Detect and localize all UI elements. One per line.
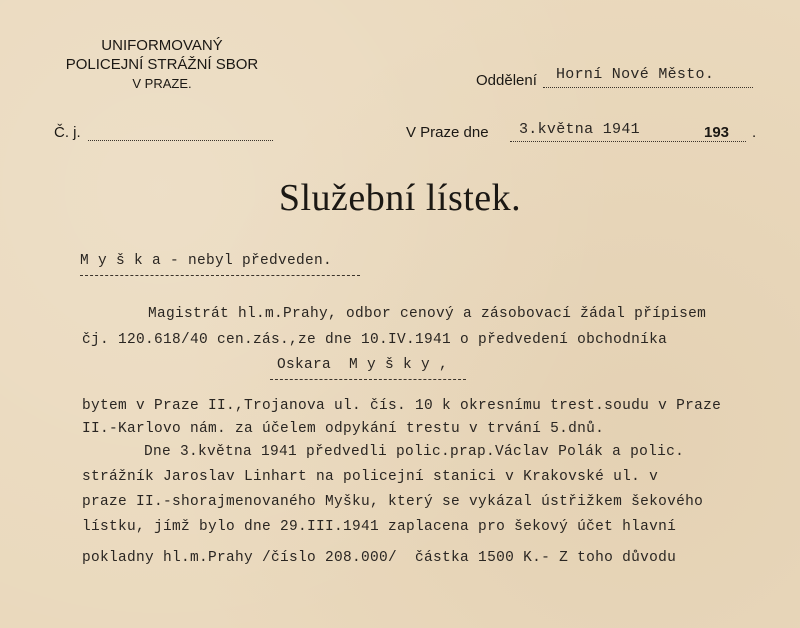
place-date-label: V Praze dne [406, 124, 489, 141]
body-line-8: lístku, jímž bylo dne 29.III.1941 zaplacena pro šekový účet hlavní [82, 519, 677, 535]
body-line-7: praze II.-shorajmenovaného Myšku, který se vykázal ústřižkem šekového [82, 494, 704, 510]
printed-year: 193 [704, 124, 730, 141]
year-end-dot: . [752, 124, 757, 141]
body-line-9: pokladny hl.m.Prahy /číslo 208.000/ částka 1500 K.- Z toho důvodu [82, 550, 677, 566]
name-underline [270, 379, 466, 380]
accused-name: Oskara M y š k y , [277, 357, 449, 373]
body-line-5: Dne 3.května 1941 předvedli polic.prap.Václav Polák a polic. [144, 444, 685, 460]
subject-line: M y š k a - nebyl předveden. [80, 253, 333, 269]
reference-label: Č. j. [54, 124, 81, 141]
department-value: Horní Nové Město. [556, 66, 715, 83]
reference-dotted-line [88, 140, 273, 141]
organisation-header [42, 36, 282, 93]
org-line-1: UNIFORMOVANÝ [101, 37, 223, 54]
body-line-6: strážník Jaroslav Linhart na policejní stanici v Krakovské ul. v [82, 469, 659, 485]
body-line-1: Magistrát hl.m.Prahy, odbor cenový a zásobovací žádal přípisem [148, 306, 707, 322]
body-line-3: bytem v Praze II.,Trojanova ul. čís. 10 k okresnímu trest.soudu v Praze [82, 398, 722, 414]
subject-underline [80, 275, 360, 276]
date-value: 3.května 1941 [519, 121, 640, 138]
document-title: Služební lístek. [278, 177, 522, 219]
body-line-2: čj. 120.618/40 cen.zás.,ze dne 10.IV.1941 o předvedení obchodníka [82, 332, 668, 348]
org-line-2: POLICEJNÍ STRÁŽNÍ SBOR [65, 56, 259, 73]
date-dotted-line [510, 141, 746, 142]
department-label: Oddělení [476, 72, 537, 89]
org-line-3: V PRAZE. [132, 76, 192, 91]
body-line-4: II.-Karlovo nám. za účelem odpykání trestu v trvání 5.dnů. [82, 421, 605, 437]
department-dotted-line [543, 87, 753, 88]
